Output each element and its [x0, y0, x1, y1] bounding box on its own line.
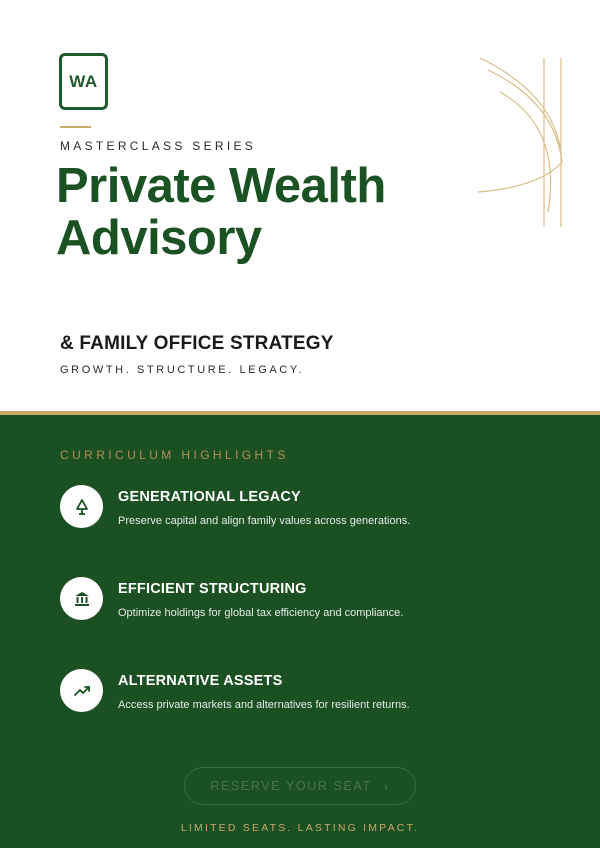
reserve-seat-button[interactable]	[184, 767, 416, 805]
feature-title: GENERATIONAL LEGACY	[118, 489, 301, 505]
header-section	[0, 0, 600, 413]
feature-desc: Optimize holdings for global tax efficiency and compliance.	[118, 607, 404, 619]
tagline: GROWTH. STRUCTURE. LEGACY.	[60, 364, 305, 376]
chevron-right-icon: ›	[383, 778, 390, 794]
feature-title: ALTERNATIVE ASSETS	[118, 673, 283, 689]
feature-desc: Preserve capital and align family values across generations.	[118, 515, 411, 527]
logo	[59, 53, 108, 110]
series-label: MASTERCLASS SERIES	[60, 139, 257, 153]
footer-text: LIMITED SEATS. LASTING IMPACT.	[180, 822, 420, 834]
feature-efficient-structuring	[60, 577, 560, 627]
trending-up-icon	[60, 669, 103, 712]
page-title	[56, 160, 386, 264]
feature-desc: Access private markets and alternatives for resilient returns.	[118, 699, 410, 711]
decorative-arcs-icon	[470, 52, 570, 232]
reserve-seat-label: RESERVE YOUR SEAT	[210, 779, 372, 793]
tree-icon	[60, 485, 103, 528]
title-line-1: Private Wealth	[56, 159, 386, 213]
curriculum-section	[0, 415, 600, 848]
feature-title: EFFICIENT STRUCTURING	[118, 581, 307, 597]
title-line-2: Advisory	[56, 211, 262, 265]
curriculum-label: CURRICULUM HIGHLIGHTS	[60, 448, 289, 462]
logo-text: WA	[69, 71, 98, 91]
feature-alternative-assets	[60, 669, 560, 719]
gold-rule	[60, 126, 91, 128]
bank-icon	[60, 577, 103, 620]
subtitle: & FAMILY OFFICE STRATEGY	[60, 333, 334, 354]
feature-generational-legacy	[60, 485, 560, 535]
